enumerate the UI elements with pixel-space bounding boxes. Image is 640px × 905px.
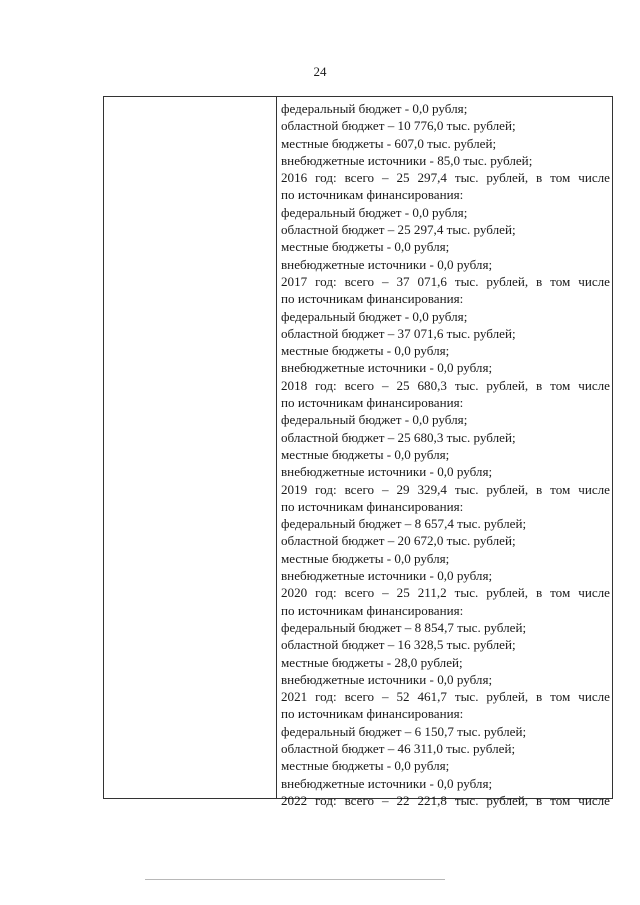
text-line: федеральный бюджет - 0,0 рубля; [281, 204, 468, 220]
text-line: 2017 год: всего – 37 071,6 тыс. рублей, в том числе [281, 273, 610, 289]
text-line: областной бюджет – 25 680,3 тыс. рублей; [281, 429, 516, 445]
text-line: внебюджетные источники - 0,0 рубля; [281, 671, 493, 687]
text-line: местные бюджеты - 28,0 рублей; [281, 654, 463, 670]
text-line: местные бюджеты - 0,0 рубля; [281, 343, 450, 359]
text-line: областной бюджет – 46 311,0 тыс. рублей; [281, 740, 516, 756]
footer-divider [145, 879, 445, 880]
text-line: внебюджетные источники - 0,0 рубля; [281, 568, 493, 584]
text-line: федеральный бюджет – 8 854,7 тыс. рублей; [281, 619, 527, 635]
text-line: местные бюджеты - 0,0 рубля; [281, 758, 450, 774]
text-line: областной бюджет – 10 776,0 тыс. рублей; [281, 118, 516, 134]
text-line: федеральный бюджет – 6 150,7 тыс. рублей; [281, 723, 527, 739]
text-line: федеральный бюджет - 0,0 рубля; [281, 412, 468, 428]
text-line: по источникам финансирования: [281, 706, 464, 722]
text-line: федеральный бюджет - 0,0 рубля; [281, 101, 468, 116]
text-line: по источникам финансирования: [281, 187, 464, 203]
text-line: местные бюджеты - 0,0 рубля; [281, 446, 450, 462]
text-line: по источникам финансирования: [281, 395, 464, 411]
text-line: областной бюджет – 37 071,6 тыс. рублей; [281, 325, 516, 341]
table-left-cell [104, 97, 277, 798]
text-line: областной бюджет – 25 297,4 тыс. рублей; [281, 222, 516, 238]
text-line: по источникам финансирования: [281, 602, 464, 618]
text-line: 2016 год: всего – 25 297,4 тыс. рублей, в том числе [281, 170, 610, 186]
text-line: областной бюджет – 20 672,0 тыс. рублей; [281, 533, 516, 549]
text-line: 2020 год: всего – 25 211,2 тыс. рублей, в том числе [281, 585, 610, 601]
text-line: 2019 год: всего – 29 329,4 тыс. рублей, в том числе [281, 481, 610, 497]
funding-table [103, 96, 613, 808]
text-line: 2022 год: всего – 22 221,8 тыс. рублей, в том числе [281, 792, 610, 808]
text-line: 2018 год: всего – 25 680,3 тыс. рублей, в том числе [281, 377, 610, 393]
text-line: местные бюджеты - 0,0 рубля; [281, 239, 450, 255]
text-line: внебюджетные источники - 0,0 рубля; [281, 464, 493, 480]
text-line: федеральный бюджет – 8 657,4 тыс. рублей; [281, 516, 527, 532]
text-line: внебюджетные источники - 85,0 тыс. рублей; [281, 152, 533, 168]
text-line: местные бюджеты - 607,0 тыс. рублей; [281, 135, 497, 151]
text-line: по источникам финансирования: [281, 291, 464, 307]
text-line: внебюджетные источники - 0,0 рубля; [281, 775, 493, 791]
table-right-cell [278, 100, 612, 809]
text-line: 2021 год: всего – 52 461,7 тыс. рублей, в том числе [281, 689, 610, 705]
page-number: 24 [313, 64, 327, 79]
text-line: внебюджетные источники - 0,0 рубля; [281, 256, 493, 272]
text-line: по источникам финансирования: [281, 498, 464, 514]
text-line: областной бюджет – 16 328,5 тыс. рублей; [281, 637, 516, 653]
text-line: внебюджетные источники - 0,0 рубля; [281, 360, 493, 376]
text-line: федеральный бюджет - 0,0 рубля; [281, 308, 468, 324]
text-line: местные бюджеты - 0,0 рубля; [281, 550, 450, 566]
